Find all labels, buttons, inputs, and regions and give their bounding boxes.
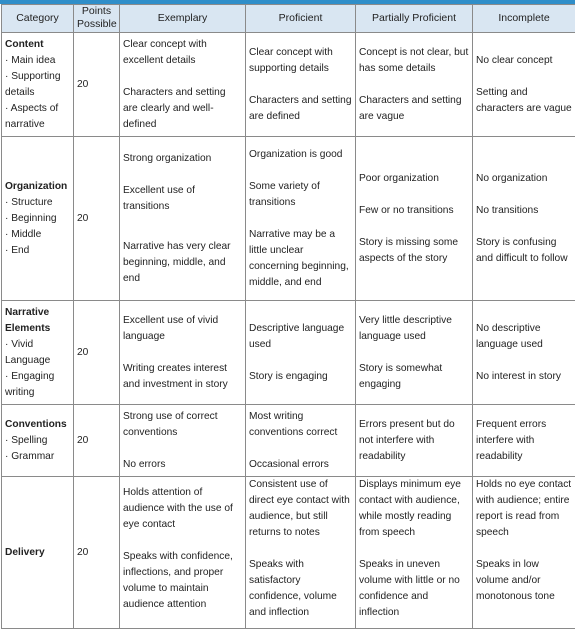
points-cell: 20 <box>74 137 120 301</box>
category-cell <box>2 301 74 405</box>
points-cell: 20 <box>74 33 120 137</box>
points-cell: 20 <box>74 477 120 629</box>
header-points: Points Possible <box>74 5 120 33</box>
criterion-text: Narrative has very clear beginning, middle, and end <box>123 239 242 287</box>
criterion-text: Speaks with confidence, inflections, and proper volume to maintain audience attention <box>123 549 242 613</box>
table-row <box>2 477 575 629</box>
criterion-text: Speaks in low volume and/or monotonous tone <box>476 557 572 605</box>
criterion-text: No errors <box>123 457 242 473</box>
category-sub: · Beginning <box>5 211 70 227</box>
header-category: Category <box>2 5 74 33</box>
exemplary-cell <box>120 405 246 477</box>
criterion-text: No interest in story <box>476 369 572 385</box>
criterion-text: Consistent use of direct eye contact with audience, but still returns to notes <box>249 477 352 541</box>
criterion-text: Narrative may be a little unclear concerning beginning, middle, and end <box>249 227 352 291</box>
category-title: Delivery <box>5 545 70 561</box>
criterion-text: Clear concept with excellent details <box>123 37 242 69</box>
category-title: Conventions <box>5 417 70 433</box>
proficient-cell <box>246 477 356 629</box>
criterion-text: Descriptive language used <box>249 321 352 353</box>
criterion-text: Characters and setting are defined <box>249 93 352 125</box>
category-sub: · Vivid Language <box>5 337 70 369</box>
header-partially-proficient: Partially Proficient <box>356 5 473 33</box>
category-sub: · Aspects of narrative <box>5 101 70 133</box>
criterion-text: Characters and setting are vague <box>359 93 469 125</box>
category-cell <box>2 477 74 629</box>
category-title: Organization <box>5 179 70 195</box>
category-sub: · End <box>5 243 70 259</box>
criterion-text: Holds attention of audience with the use of eye contact <box>123 485 242 533</box>
category-sub: · Spelling <box>5 433 70 449</box>
criterion-text: Story is engaging <box>249 369 352 385</box>
points-cell: 20 <box>74 301 120 405</box>
category-title: Content <box>5 37 70 53</box>
criterion-text: Frequent errors interfere with readability <box>476 417 572 465</box>
exemplary-cell <box>120 301 246 405</box>
header-incomplete: Incomplete <box>473 5 575 33</box>
criterion-text: Very little descriptive language used <box>359 313 469 345</box>
incomplete-cell <box>473 477 575 629</box>
table-row <box>2 137 575 301</box>
criterion-text: Characters and setting are clearly and well-defined <box>123 85 242 133</box>
table-row <box>2 301 575 405</box>
criterion-text: No transitions <box>476 203 572 219</box>
exemplary-cell <box>120 33 246 137</box>
category-cell <box>2 405 74 477</box>
category-sub: · Grammar <box>5 449 70 465</box>
category-sub: · Engaging writing <box>5 369 70 401</box>
category-sub: · Supporting details <box>5 69 70 101</box>
header-exemplary: Exemplary <box>120 5 246 33</box>
proficient-cell <box>246 33 356 137</box>
criterion-text: Occasional errors <box>249 457 352 473</box>
partially-proficient-cell <box>356 137 473 301</box>
proficient-cell <box>246 137 356 301</box>
incomplete-cell <box>473 137 575 301</box>
points-cell: 20 <box>74 405 120 477</box>
partially-proficient-cell <box>356 301 473 405</box>
exemplary-cell <box>120 477 246 629</box>
table-row <box>2 405 575 477</box>
criterion-text: Setting and characters are vague <box>476 85 572 117</box>
criterion-text: Excellent use of transitions <box>123 183 242 215</box>
partially-proficient-cell <box>356 477 473 629</box>
criterion-text: Story is somewhat engaging <box>359 361 469 393</box>
category-sub: · Middle <box>5 227 70 243</box>
criterion-text: Excellent use of vivid language <box>123 313 242 345</box>
criterion-text: Speaks with satisfactory confidence, volume and inflection <box>249 557 352 621</box>
criterion-text: Strong use of correct conventions <box>123 409 242 441</box>
criterion-text: Errors present but do not interfere with readability <box>359 417 469 465</box>
exemplary-cell <box>120 137 246 301</box>
criterion-text: Holds no eye contact with audience; entire report is read from speech <box>476 477 572 541</box>
criterion-text: Organization is good <box>249 147 352 163</box>
criterion-text: No descriptive language used <box>476 321 572 353</box>
partially-proficient-cell <box>356 33 473 137</box>
incomplete-cell <box>473 405 575 477</box>
incomplete-cell <box>473 33 575 137</box>
header-proficient: Proficient <box>246 5 356 33</box>
criterion-text: Displays minimum eye contact with audience, while mostly reading from speech <box>359 477 469 541</box>
criterion-text: Writing creates interest and investment in story <box>123 361 242 393</box>
criterion-text: Clear concept with supporting details <box>249 45 352 77</box>
category-sub: · Main idea <box>5 53 70 69</box>
table-row <box>2 33 575 137</box>
category-cell <box>2 137 74 301</box>
category-sub: · Structure <box>5 195 70 211</box>
criterion-text: No organization <box>476 171 572 187</box>
criterion-text: Some variety of transitions <box>249 179 352 211</box>
criterion-text: Speaks in uneven volume with little or no confidence and inflection <box>359 557 469 621</box>
criterion-text: No clear concept <box>476 53 572 69</box>
criterion-text: Few or no transitions <box>359 203 469 219</box>
criterion-text: Story is confusing and difficult to follow <box>476 235 572 267</box>
proficient-cell <box>246 301 356 405</box>
criterion-text: Poor organization <box>359 171 469 187</box>
proficient-cell <box>246 405 356 477</box>
criterion-text: Most writing conventions correct <box>249 409 352 441</box>
criterion-text: Story is missing some aspects of the story <box>359 235 469 267</box>
criterion-text: Concept is not clear, but has some details <box>359 45 469 77</box>
category-cell <box>2 33 74 137</box>
header-row <box>2 5 575 33</box>
incomplete-cell <box>473 301 575 405</box>
category-title: Narrative Elements <box>5 305 70 337</box>
partially-proficient-cell <box>356 405 473 477</box>
criterion-text: Strong organization <box>123 151 242 167</box>
rubric-table <box>1 4 575 629</box>
